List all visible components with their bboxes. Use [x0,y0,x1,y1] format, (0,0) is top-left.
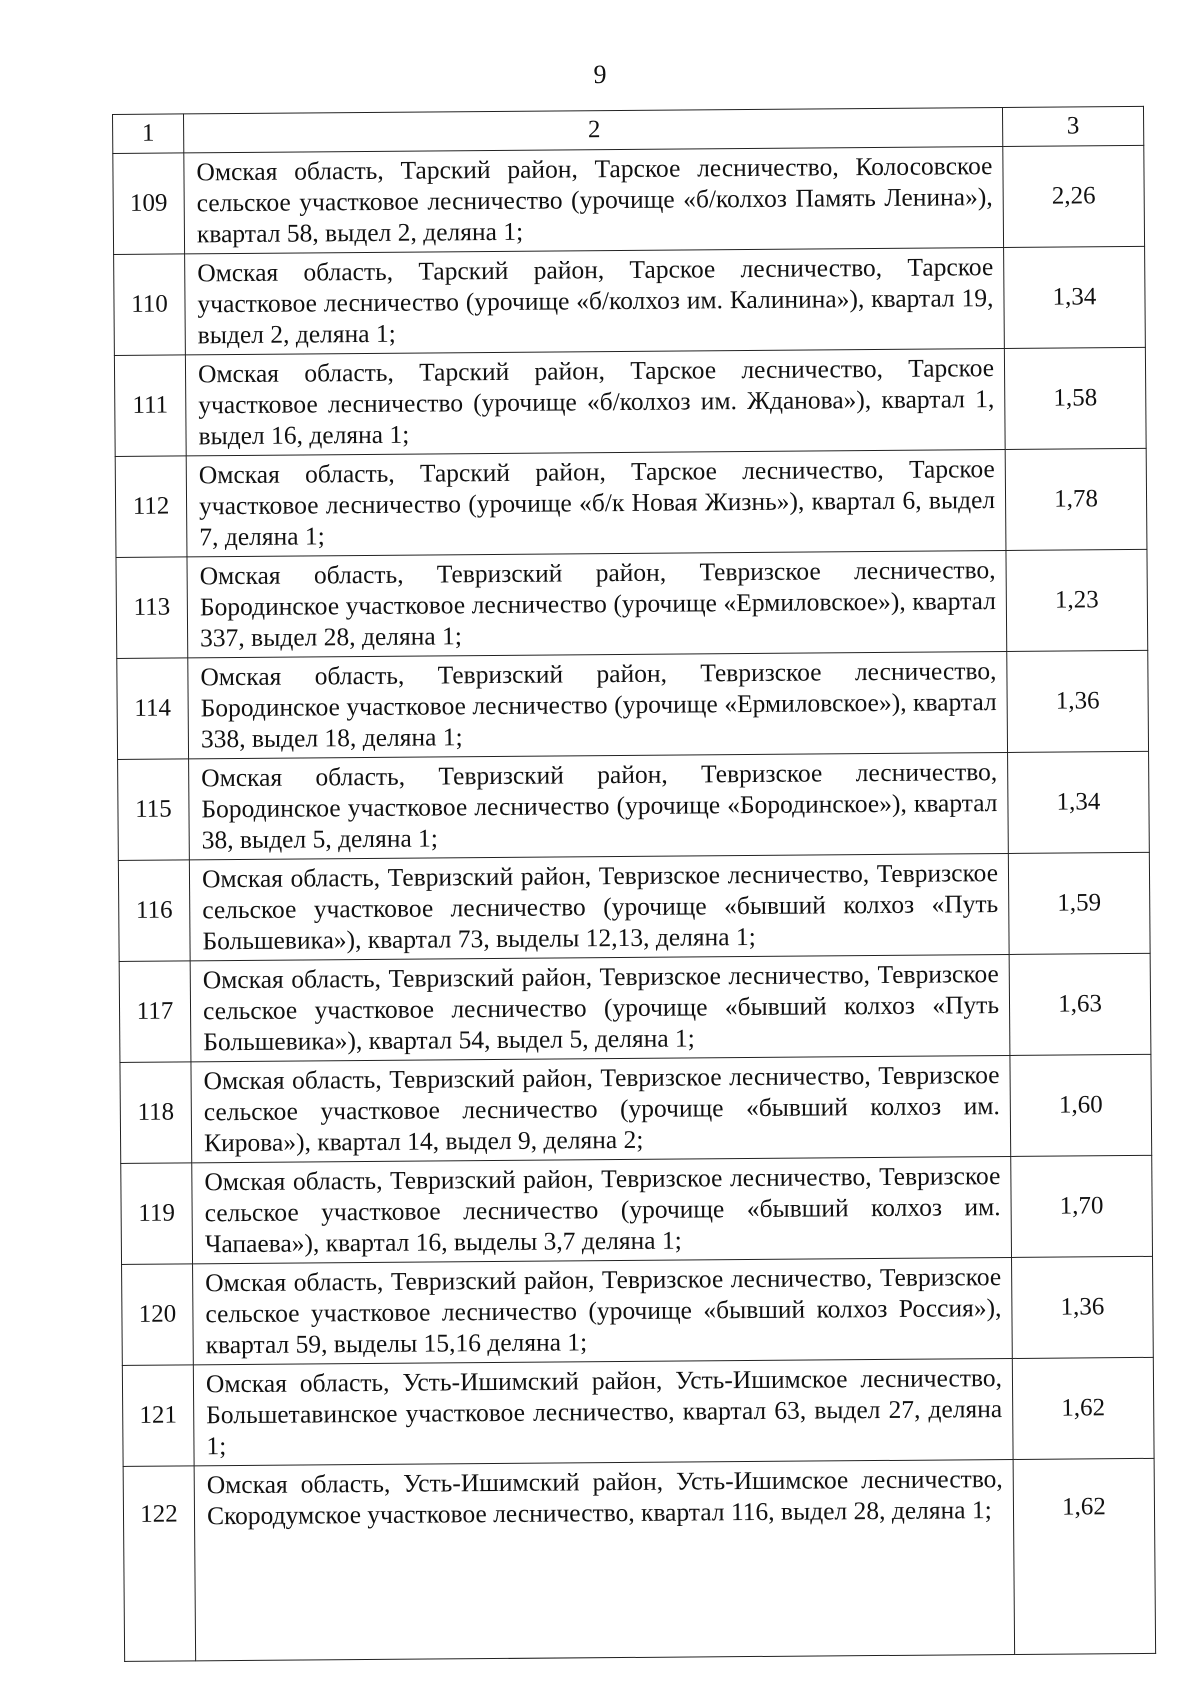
table-row [120,1054,1152,1163]
row-area: 1,63 [1009,953,1151,1055]
table-row [114,246,1146,355]
header-col-3: 3 [1002,106,1143,146]
row-number: 114 [117,658,189,760]
row-description: Омская область, Тевризский район, Тевризское лесничество, Бородинское участковое лесничество (урочище «Ермиловское»), квартал 338, выдел 18, деляна 1; [188,651,1008,758]
row-area: 1,36 [1007,650,1149,752]
row-area: 1,23 [1006,549,1148,651]
table-row [118,852,1150,961]
row-area: 1,78 [1005,448,1147,550]
table-row [116,549,1148,658]
row-description: Омская область, Тевризский район, Тевризское лесничество, Бородинское участковое лесничество (урочище «Ермиловское»), квартал 337, выдел 28, деляна 1; [187,550,1007,657]
table-row [122,1256,1154,1365]
row-number: 120 [122,1264,194,1366]
row-description: Омская область, Усть-Ишимский район, Усть-Ишимское лесничество, Большетавинское участковое лесничество, квартал 63, выдел 27, деляна 1; [193,1358,1013,1465]
table-row [115,448,1147,557]
table-row [119,953,1151,1062]
row-number: 110 [114,254,186,356]
row-area: 1,34 [1004,246,1146,348]
document-table [112,106,1156,1662]
row-number: 109 [113,153,185,255]
row-number: 116 [118,860,190,962]
table-row [117,650,1149,759]
row-description: Омская область, Тевризский район, Тевризское лесничество, Тевризское сельское участковое лесничество (урочище «бывший колхоз им. Чапаева»), квартал 16, выделы 3,7 деляна 1; [192,1156,1012,1263]
row-description: Омская область, Тарский район, Тарское лесничество, Тарское участковое лесничество (урочище «б/к Новая Жизнь»), квартал 6, выдел 7, деляна 1; [186,449,1006,556]
row-number: 121 [122,1365,194,1467]
row-number: 118 [120,1062,192,1164]
row-area: 1,60 [1010,1054,1152,1156]
row-description: Омская область, Тевризский район, Тевризское лесничество, Тевризское сельское участковое лесничество (урочище «бывший колхоз Россия»), квартал 59, выделы 15,16 деляна 1; [193,1257,1013,1364]
table-row [118,751,1150,860]
row-description: Омская область, Тарский район, Тарское лесничество, Тарское участковое лесничество (урочище «б/колхоз им. Жданова»), квартал 1, выдел 16, деляна 1; [185,348,1005,455]
row-number: 115 [118,759,190,861]
row-area: 1,58 [1004,347,1146,449]
row-area: 2,26 [1003,145,1145,247]
row-number: 112 [115,456,187,558]
row-description: Омская область, Тевризский район, Тевризское лесничество, Бородинское участковое лесничество (урочище «Бородинское»), квартал 38, выдел 5, деляна 1; [189,752,1009,859]
row-description: Омская область, Тарский район, Тарское лесничество, Тарское участковое лесничество (урочище «б/колхоз им. Калинина»), квартал 19, выдел 2, деляна 1; [185,248,1005,355]
table-row [114,347,1146,456]
row-description: Омская область, Тевризский район, Тевризское лесничество, Тевризское сельское участковое лесничество (урочище «бывший колхоз им. Кирова»), квартал 14, выдел 9, деляна 2; [191,1055,1011,1162]
row-description: Омская область, Тарский район, Тарское лесничество, Колосовское сельское участковое лесничество (урочище «б/колхоз Память Ленина»), квартал 58, выдел 2, деляна 1; [184,147,1004,254]
row-area: 1,62 [1013,1458,1156,1654]
table-row [113,145,1145,254]
row-description: Омская область, Тевризский район, Тевризское лесничество, Тевризское сельское участковое лесничество (урочище «бывший колхоз «Путь Большевика»), квартал 73, выделы 12,13, деляна 1; [189,853,1009,960]
row-area: 1,36 [1012,1256,1154,1358]
table-row [121,1155,1153,1264]
row-number: 122 [123,1466,196,1662]
row-number: 113 [116,557,188,659]
row-number: 119 [121,1163,193,1265]
table-row [123,1458,1155,1661]
row-description: Омская область, Тевризский район, Тевризское лесничество, Тевризское сельское участковое лесничество (урочище «бывший колхоз «Путь Большевика»), квартал 54, выдел 5, деляна 1; [190,954,1010,1061]
row-area: 1,34 [1008,751,1150,853]
table-row [122,1357,1154,1466]
header-col-1: 1 [113,114,184,154]
header-col-2: 2 [184,108,1003,153]
row-description: Омская область, Усть-Ишимский район, Усть-Ишимское лесничество, Скородумское участковое лесничество, квартал 116, выдел 28, деляна 1; [194,1459,1015,1660]
row-area: 1,62 [1012,1357,1154,1459]
row-number: 111 [114,355,186,457]
row-area: 1,59 [1008,852,1150,954]
row-area: 1,70 [1011,1155,1153,1257]
page-number: 9 [593,60,607,89]
row-number: 117 [119,961,191,1063]
